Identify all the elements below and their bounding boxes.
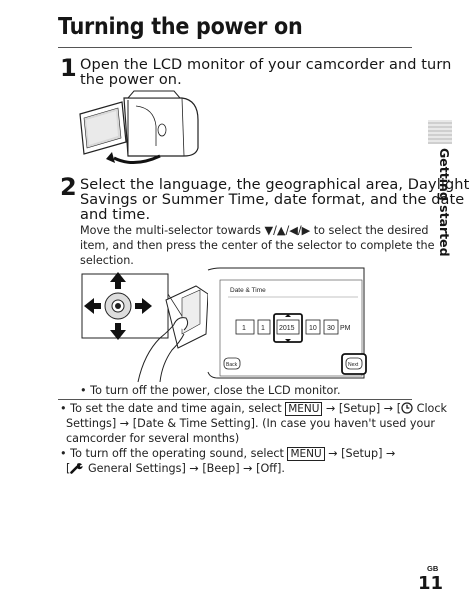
screen-next-button: Next bbox=[348, 362, 359, 368]
step-1-number: 1 bbox=[60, 54, 77, 82]
screen-field-hour: 10 bbox=[309, 325, 317, 332]
note-sound-bracket: [ bbox=[66, 462, 71, 475]
section-label: Getting started bbox=[437, 148, 452, 257]
title-rule bbox=[58, 47, 412, 48]
step-1-text-line-1: Open the LCD monitor of your camcorder and turn bbox=[80, 57, 452, 73]
camcorder-open-lcd-illustration bbox=[74, 86, 206, 170]
step-1-text-line-2: the power on. bbox=[80, 72, 182, 88]
note-sound-line-1 bbox=[60, 446, 395, 462]
screen-ampm: PM bbox=[340, 325, 351, 332]
clock-icon bbox=[401, 402, 413, 414]
note-set-date-text-a: • To set the date and time again, select bbox=[60, 402, 282, 415]
note-sound-text-c: General Settings] → [Beep] → [Off]. bbox=[87, 462, 285, 475]
screen-title: Date & Time bbox=[230, 287, 266, 294]
note-set-date-line-2: Settings] → [Date & Time Setting]. (In case you haven't used your bbox=[66, 417, 436, 430]
note-set-date-line-3: camcorder for several months) bbox=[66, 432, 240, 445]
menu-button-label-2: MENU bbox=[287, 447, 324, 461]
screen-field-day: 1 bbox=[261, 325, 265, 332]
screen-back-button: Back bbox=[226, 362, 238, 368]
menu-button-label: MENU bbox=[285, 402, 322, 416]
step-2-body-line-1: Move the multi-selector towards ▼/▲/◀/▶ to select the desired bbox=[80, 224, 429, 237]
screen-field-month: 1 bbox=[242, 325, 246, 332]
note-sound-text-a: • To turn off the operating sound, select bbox=[60, 447, 284, 460]
screen-field-year: 2015 bbox=[279, 325, 295, 332]
step-2-heading-line-1: Select the language, the geographical area, Daylight bbox=[80, 177, 470, 193]
note-set-date-text-b: → [Setup] → [ bbox=[326, 402, 402, 415]
notes-rule bbox=[58, 399, 412, 400]
date-time-setup-illustration bbox=[78, 264, 378, 384]
step-2-body-line-2: item, and then press the center of the selector to complete the bbox=[80, 239, 435, 252]
note-set-date-text-c: Clock bbox=[416, 402, 448, 415]
step-2-number: 2 bbox=[60, 173, 77, 201]
screen-field-minute: 30 bbox=[327, 325, 335, 332]
note-set-date-line-1 bbox=[60, 401, 447, 417]
step-2-body-line-3: selection. bbox=[80, 254, 134, 267]
region-code: GB bbox=[427, 564, 439, 573]
note-sound-line-2 bbox=[66, 461, 285, 477]
note-turn-off-power: • To turn off the power, close the LCD monitor. bbox=[80, 384, 341, 397]
step-2-heading-line-2: Savings or Summer Time, date format, and the date bbox=[80, 192, 465, 208]
section-tab-marker bbox=[428, 120, 452, 144]
wrench-icon bbox=[70, 462, 84, 474]
step-2-heading-line-3: and time. bbox=[80, 207, 151, 223]
page-number: 11 bbox=[418, 573, 444, 594]
note-sound-text-b: → [Setup] → bbox=[328, 447, 396, 460]
page-title: Turning the power on bbox=[58, 14, 303, 40]
